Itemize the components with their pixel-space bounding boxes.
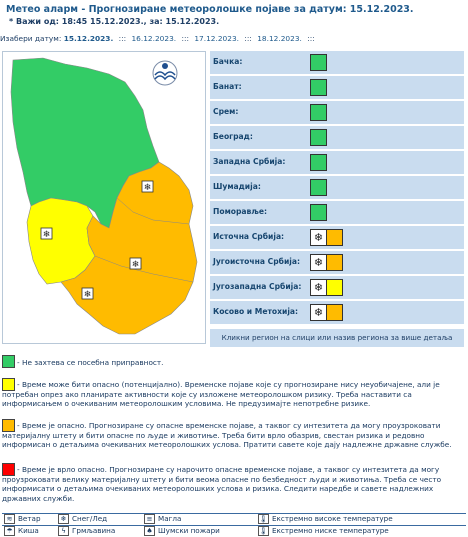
region-row-istocna-srbija[interactable] bbox=[210, 226, 464, 249]
svg-text:❄: ❄ bbox=[131, 260, 140, 270]
legend-text: - Време је врло опасно. Прогнозиране су нарочито опасне временске појаве, а таквог су интезитета да могу проузроковати велику материјалну штету и бити веома опасне по безбедност људи и животиња. Треба се често информисати о детаљима очекиваних метеоролошких услова и ризика. Следити наредбе и савете надлежних државних служби. bbox=[2, 465, 442, 503]
region-list bbox=[210, 51, 464, 347]
date-link-4[interactable]: 18.12.2023. bbox=[257, 34, 302, 43]
region-row-bachka[interactable] bbox=[210, 51, 464, 74]
date-link-2[interactable]: 16.12.2023. bbox=[131, 34, 177, 43]
region-row-sumadija[interactable] bbox=[210, 176, 464, 199]
map-snow-ice-icon bbox=[41, 228, 52, 240]
legend-text: - Време може бити опасно (потенцијално). Временске појаве које су прогнозиране нису неуобичајене, али је потребан опрез ако планирате активности које су изложене метеоролошком ризику. Треба наставити са информисањем о очекиваним метеоролошким условима. Не предузимајте непотребне ризике. bbox=[2, 380, 440, 408]
region-name[interactable]: Бачка: bbox=[213, 57, 243, 66]
icon-legend-label: Ветар bbox=[18, 514, 41, 523]
region-warning-indicator bbox=[310, 304, 361, 321]
svg-text:❄: ❄ bbox=[143, 183, 152, 193]
region-name[interactable]: Југоисточна Србија: bbox=[213, 257, 301, 266]
svg-text:❄: ❄ bbox=[42, 230, 51, 240]
region-name[interactable]: Шумадија: bbox=[213, 182, 261, 191]
warning-level-green bbox=[310, 179, 327, 196]
region-row-jugozapadna-srbija[interactable] bbox=[210, 276, 464, 299]
warning-level-orange bbox=[326, 254, 343, 271]
icon-legend-item bbox=[258, 514, 393, 525]
region-name[interactable]: Источна Србија: bbox=[213, 232, 285, 241]
region-warning-indicator bbox=[310, 79, 361, 96]
date-link-3[interactable]: 17.12.2023. bbox=[194, 34, 239, 43]
warning-level-orange bbox=[326, 304, 343, 321]
warning-level-orange bbox=[326, 229, 343, 246]
warning-level-yellow bbox=[326, 279, 343, 296]
icon-legend-item bbox=[4, 514, 41, 525]
low-temperature-icon: 🌡 bbox=[259, 527, 268, 535]
icon-legend-item bbox=[58, 514, 107, 525]
icon-legend-label: Екстремно високе температуре bbox=[272, 514, 393, 523]
icon-legend-item bbox=[258, 526, 389, 537]
icon-legend-label: Шумски пожари bbox=[158, 526, 220, 535]
regions-hint: Кликни регион на слици или назив региона за више детаља bbox=[210, 329, 464, 347]
icon-legend-label: Грмљавина bbox=[72, 526, 116, 535]
region-warning-indicator bbox=[310, 279, 361, 296]
serbia-region-map bbox=[2, 51, 206, 344]
map-snow-ice-icon bbox=[130, 258, 141, 270]
icon-legend-item bbox=[58, 526, 115, 537]
region-warning-indicator bbox=[310, 129, 361, 146]
snow-ice-icon: ❄ bbox=[310, 279, 327, 296]
snow-ice-icon: ❄ bbox=[310, 229, 327, 246]
region-row-beograd[interactable] bbox=[210, 126, 464, 149]
region-name[interactable]: Банат: bbox=[213, 82, 242, 91]
icon-legend-row bbox=[2, 514, 466, 526]
thunderstorm-icon: ϟ bbox=[58, 526, 69, 536]
date-selector-label: Изабери датум: bbox=[0, 34, 62, 43]
legend-text: - Време је опасно. Прогнозиране су опасне временске појаве, а таквог су интезитета да могу проузроковати материјалну штету и бити опасне по људе и животиње. Треба бити врло обазрив, свестан ризика и редовно информисан о детаљима очекиваних метеоролошких услова. Пратити савете које дају надлежне државне службе. bbox=[2, 421, 452, 449]
warning-level-green bbox=[310, 79, 327, 96]
warning-level-green bbox=[310, 154, 327, 171]
svg-text:❄: ❄ bbox=[83, 290, 92, 300]
region-name[interactable]: Југозападна Србија: bbox=[213, 282, 302, 291]
legend-text: - Не захтева се посебна приправност. bbox=[17, 358, 164, 367]
wind-icon: ≋ bbox=[4, 514, 15, 524]
region-name[interactable]: Поморавље: bbox=[213, 207, 268, 216]
valid-from-text: * Важи од: 18:45 15.12.2023., за: 15.12.2023. bbox=[9, 17, 220, 26]
icon-legend-item bbox=[144, 526, 220, 537]
warning-level-green bbox=[310, 104, 327, 121]
region-name[interactable]: Западна Србија: bbox=[213, 157, 286, 166]
region-warning-indicator bbox=[310, 254, 361, 271]
rhmz-logo bbox=[153, 61, 177, 85]
icon-legend-item bbox=[144, 514, 181, 525]
map-svg bbox=[3, 52, 205, 343]
region-name[interactable]: Косово и Метохија: bbox=[213, 307, 299, 316]
region-name[interactable]: Срем: bbox=[213, 107, 239, 116]
date-separator: ::: bbox=[118, 34, 127, 43]
region-row-kosovo-i-metohija[interactable] bbox=[210, 301, 464, 324]
region-warning-indicator bbox=[310, 54, 361, 71]
forest-fire-icon: ♠ bbox=[144, 526, 155, 536]
snow-ice-icon: ❄ bbox=[58, 514, 69, 524]
region-warning-indicator bbox=[310, 229, 361, 246]
icon-legend-row bbox=[2, 526, 466, 537]
date-separator: ::: bbox=[181, 34, 189, 43]
phenomena-icon-legend bbox=[2, 513, 466, 535]
page-title: Метео аларм - Прогнозиране метеоролошке појаве за датум: 15.12.2023. bbox=[6, 4, 414, 15]
snow-ice-icon: ❄ bbox=[310, 304, 327, 321]
icon-legend-label: Снег/Лед bbox=[72, 514, 108, 523]
region-warning-indicator bbox=[310, 104, 361, 121]
warning-level-green bbox=[310, 129, 327, 146]
high-temperature-icon: 🌡 bbox=[259, 515, 268, 523]
map-snow-ice-icon bbox=[82, 288, 93, 300]
region-row-jugoistocna-srbija[interactable] bbox=[210, 251, 464, 274]
region-name[interactable]: Београд: bbox=[213, 132, 253, 141]
date-separator: ::: bbox=[307, 34, 315, 43]
date-separator: ::: bbox=[244, 34, 252, 43]
icon-legend-label: Екстремно ниске температуре bbox=[272, 526, 389, 535]
map-snow-ice-icon bbox=[142, 181, 153, 193]
region-row-zapadna-srbija[interactable] bbox=[210, 151, 464, 174]
icon-legend-label: Киша bbox=[18, 526, 39, 535]
region-warning-indicator bbox=[310, 179, 361, 196]
rain-icon: ☂ bbox=[4, 526, 15, 536]
warning-level-green bbox=[310, 54, 327, 71]
region-warning-indicator bbox=[310, 204, 361, 221]
region-warning-indicator bbox=[310, 154, 361, 171]
warning-level-green bbox=[310, 204, 327, 221]
region-row-srem[interactable] bbox=[210, 101, 464, 124]
date-selector bbox=[0, 34, 318, 43]
icon-legend-label: Магла bbox=[158, 514, 182, 523]
date-link-1[interactable]: 15.12.2023. bbox=[63, 34, 114, 43]
fog-icon: ≡ bbox=[144, 514, 155, 524]
region-row-pomoravlje[interactable] bbox=[210, 201, 464, 224]
region-row-banat[interactable] bbox=[210, 76, 464, 99]
snow-ice-icon: ❄ bbox=[310, 254, 327, 271]
icon-legend-item bbox=[4, 526, 39, 537]
